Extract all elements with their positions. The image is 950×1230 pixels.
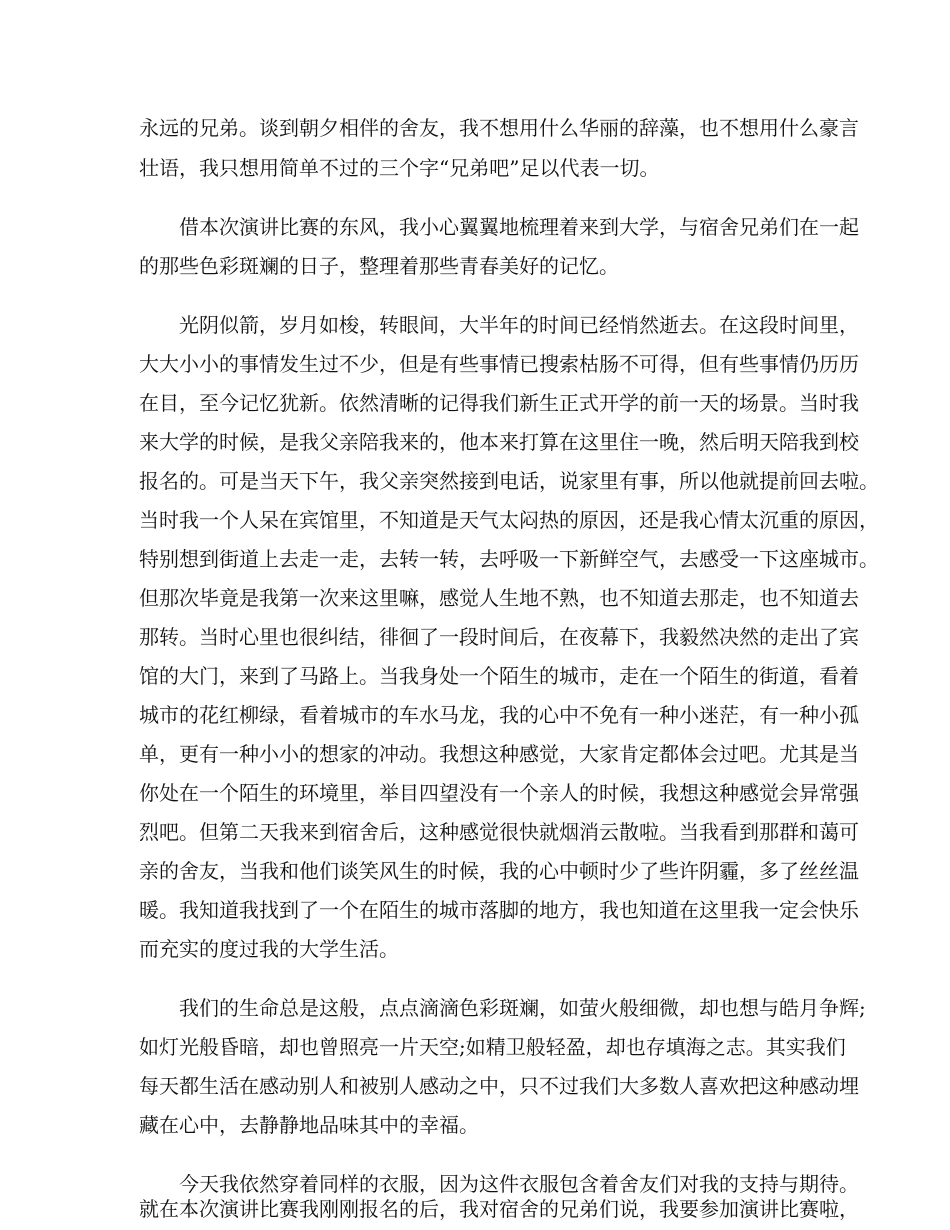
text-line: 亲的舍友，当我和他们谈笑风生的时候，我的心中顿时少了些许阴霾，多了丝丝温 bbox=[139, 859, 859, 883]
text-line: 藏在心中，去静静地品味其中的幸福。 bbox=[139, 1113, 479, 1137]
text-line: 大大小小的事情发生过不少，但是有些事情已搜索枯肠不可得，但有些事情仍历历 bbox=[139, 352, 859, 376]
text-line: 城市的花红柳绿，看着城市的车水马龙，我的心中不免有一种小迷茫，有一种小孤 bbox=[139, 703, 859, 727]
text-line: 特别想到街道上去走一走，去转一转，去呼吸一下新鲜空气，去感受一下这座城市。 bbox=[139, 547, 879, 571]
text-line: 但那次毕竟是我第一次来这里嘛，感觉人生地不熟，也不知道去那走，也不知道去 bbox=[139, 586, 859, 610]
text-line: 每天都生活在感动别人和被别人感动之中，只不过我们大多数人喜欢把这种感动埋 bbox=[139, 1074, 859, 1098]
text-line: 我们的生命总是这般，点点滴滴色彩斑斓，如萤火般细微，却也想与皓月争辉; bbox=[179, 996, 866, 1020]
text-line: 暖。我知道我找到了一个在陌生的城市落脚的地方，我也知道在这里我一定会快乐 bbox=[139, 898, 859, 922]
text-line: 报名的。可是当天下午，我父亲突然接到电话，说家里有事，所以他就提前回去啦。 bbox=[139, 469, 879, 493]
text-line: 单，更有一种小小的想家的冲动。我想这种感觉，大家肯定都体会过吧。尤其是当 bbox=[139, 742, 859, 766]
text-line: 的那些色彩斑斓的日子，整理着那些青春美好的记忆。 bbox=[139, 254, 619, 278]
text-line: 如灯光般昏暗，却也曾照亮一片天空;如精卫般轻盈，却也存填海之志。其实我们 bbox=[139, 1035, 846, 1059]
text-line: 而充实的度过我的大学生活。 bbox=[139, 937, 399, 961]
text-line: 馆的大门，来到了马路上。当我身处一个陌生的城市，走在一个陌生的街道，看着 bbox=[139, 664, 859, 688]
text-line: 那转。当时心里也很纠结，徘徊了一段时间后，在夜幕下，我毅然决然的走出了宾 bbox=[139, 625, 859, 649]
text-line: 今天我依然穿着同样的衣服，因为这件衣服包含着舍友们对我的支持与期待。 bbox=[179, 1172, 859, 1196]
text-line: 烈吧。但第二天我来到宿舍后，这种感觉很快就烟消云散啦。当我看到那群和蔼可 bbox=[139, 820, 859, 844]
text-line: 壮语，我只想用简单不过的三个字“兄弟吧”足以代表一切。 bbox=[139, 156, 660, 180]
text-line: 你处在一个陌生的环境里，举目四望没有一个亲人的时候，我想这种感觉会异常强 bbox=[139, 781, 859, 805]
text-line: 就在本次演讲比赛我刚刚报名的后，我对宿舍的兄弟们说，我要参加演讲比赛啦， bbox=[139, 1197, 859, 1221]
text-line: 来大学的时候，是我父亲陪我来的，他本来打算在这里住一晚，然后明天陪我到校 bbox=[139, 430, 859, 454]
text-line: 光阴似箭，岁月如梭，转眼间，大半年的时间已经悄然逝去。在这段时间里， bbox=[179, 313, 859, 337]
text-line: 当时我一个人呆在宾馆里，不知道是天气太闷热的原因，还是我心情太沉重的原因， bbox=[139, 508, 879, 532]
text-line: 永远的兄弟。谈到朝夕相伴的舍友，我不想用什么华丽的辞藻，也不想用什么豪言 bbox=[139, 116, 859, 140]
text-line: 在目，至今记忆犹新。依然清晰的记得我们新生正式开学的前一天的场景。当时我 bbox=[139, 391, 859, 415]
text-line: 借本次演讲比赛的东风，我小心翼翼地梳理着来到大学，与宿舍兄弟们在一起 bbox=[179, 215, 859, 239]
